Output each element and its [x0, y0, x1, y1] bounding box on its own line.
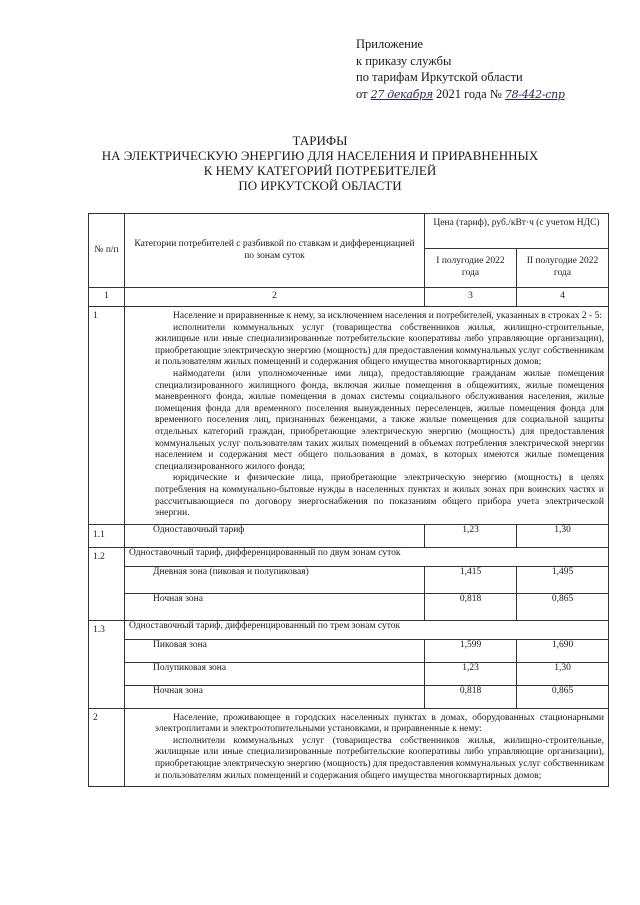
column-index-3: 3: [425, 288, 517, 307]
column-index-4: 4: [517, 288, 609, 307]
title-line-2: НА ЭЛЕКТРИЧЕСКУЮ ЭНЕРГИЮ ДЛЯ НАСЕЛЕНИЯ И ПРИРАВНЕННЫХ: [101, 148, 539, 163]
title-line-4: ПО ИРКУТСКОЙ ОБЛАСТИ: [238, 178, 402, 193]
row-1-para-1: Население и приравненные к нему, за исключением населения и потребителей, указанных в строках 2 - 5:: [173, 311, 602, 321]
handwritten-date: 27 декабря: [370, 87, 433, 101]
header-half-1: I полугодие 2022 года: [425, 249, 517, 288]
zone-value-h1: 1,599: [425, 639, 517, 662]
zone-label: Ночная зона: [125, 593, 425, 620]
row-number: 1.1: [89, 524, 125, 547]
column-index-1: 1: [89, 288, 125, 307]
row-2-para-1: Население, проживающее в городских населенных пунктах в домах, оборудованных стационарными электроплитами и электроотопительными установками, и приравненные к нему:: [155, 712, 604, 735]
row-2-description: [125, 708, 609, 787]
zone-label: Пиковая зона: [125, 639, 425, 662]
tariff-group-label: Одноставочный тариф, дифференцированный по двум зонам суток: [125, 547, 609, 566]
column-index-row: [89, 288, 609, 307]
header-half-2: II полугодие 2022 года: [517, 249, 609, 288]
title-line-1: ТАРИФЫ: [292, 133, 348, 148]
table-row-1-1: [89, 524, 609, 547]
appendix-line-2: к приказу службы: [356, 53, 452, 68]
handwritten-order-number: 78-442-спр: [504, 87, 565, 101]
zone-value-h2: 1,30: [517, 662, 609, 685]
zone-row: [89, 593, 609, 620]
row-2-para-2: исполнители коммунальных услуг (товарищества собственников жилья, жилищно-строительные, жилищные или иные специализированные потребительские кооперативы либо управляющие организации), приобретающие электрическую энергию (мощность) для предоставления коммунальных услуг собственникам и пользователям жилых помещений и содержания общего имущества многоквартирных домов;: [155, 735, 604, 781]
zone-value-h1: 1,415: [425, 566, 517, 593]
zone-label: Дневная зона (пиковая и полупиковая): [125, 566, 425, 593]
zone-value-h1: 0,818: [425, 593, 517, 620]
row-number: 2: [89, 708, 125, 787]
column-index-2: 2: [125, 288, 425, 307]
table-row-1-2: [89, 547, 609, 566]
tariff-label: Одноставочный тариф: [125, 524, 425, 547]
zone-row: [89, 639, 609, 662]
row-1-para-2: исполнители коммунальных услуг (товарищества собственников жилья, жилищно-строительные, жилищные или иные специализированные потребительские кооперативы либо управляющие организации), приобретающие электрическую энергию (мощность) для предоставления коммунальных услуг собственникам и пользователям жилых помещений и содержания общего имущества многоквартирных домов;: [155, 322, 604, 368]
table-row-1: [89, 307, 609, 525]
appendix-prefix: от: [356, 86, 368, 101]
tariff-value-h1: 1,23: [425, 524, 517, 547]
appendix-line-1: Приложение: [356, 37, 424, 51]
zone-label: Ночная зона: [125, 685, 425, 708]
appendix-line-4: [356, 86, 565, 104]
zone-row: [89, 566, 609, 593]
zone-value-h2: 0,865: [517, 685, 609, 708]
zone-value-h2: 1,495: [517, 566, 609, 593]
appendix-header: [356, 36, 565, 103]
header-price: Цена (тариф), руб./кВт·ч (с учетом НДС): [425, 214, 609, 249]
zone-value-h1: 1,23: [425, 662, 517, 685]
table-row-1-3: [89, 620, 609, 639]
tariff-group-label: Одноставочный тариф, дифференцированный по трем зонам суток: [125, 620, 609, 639]
row-1-para-4: юридические и физические лица, приобретающие электрическую энергию (мощность) в целях потребления на коммунально-бытовые нужды в населенных пунктах и жилых зонах при воинских частях и рассчитывающиеся по договору энергоснабжения по показаниям общего прибора учета электрической энергии.: [155, 473, 604, 519]
tariff-value-h2: 1,30: [517, 524, 609, 547]
header-number: № п/п: [89, 214, 125, 288]
row-number: 1.2: [89, 547, 125, 620]
document-title: [0, 133, 640, 193]
appendix-line-3: по тарифам Иркутской области: [356, 70, 523, 84]
row-1-para-3: наймодатели (или уполномоченные ими лица), предоставляющие гражданам жилые помещения специализированного жилищного фонда, включая жилые помещения в общежитиях, жилые помещения маневренного фонда, жилые помещения в домах системы социального обслуживания населения, жилые помещения фонда для временного поселения вынужденных переселенцев, жилые помещения фонда для временного поселения лиц, признанных беженцами, а также жилые помещения для социальной защиты отдельных категорий граждан, приобретающие электрическую энергию (мощность) для предоставления коммунальных услуг пользователям таких жилых помещений в объемах потребления электрической энергии населением и содержания мест общего пользования в домах, в которых имеются жилые помещения специализированного жилого фонда;: [155, 368, 604, 472]
title-line-3: К НЕМУ КАТЕГОРИЙ ПОТРЕБИТЕЛЕЙ: [203, 163, 437, 178]
tariff-table: [88, 213, 609, 787]
table-row-2: [89, 708, 609, 787]
row-1-description: [125, 307, 609, 525]
appendix-year: 2021 года №: [435, 86, 502, 101]
zone-label: Полупиковая зона: [125, 662, 425, 685]
zone-value-h2: 1,690: [517, 639, 609, 662]
row-number: 1.3: [89, 620, 125, 708]
zone-row: [89, 662, 609, 685]
header-category: Категории потребителей с разбивкой по ставкам и дифференциацией по зонам суток: [125, 214, 425, 288]
row-number: 1: [89, 307, 125, 525]
zone-value-h1: 0,818: [425, 685, 517, 708]
zone-value-h2: 0,865: [517, 593, 609, 620]
table-header-row: [89, 214, 609, 249]
zone-row: [89, 685, 609, 708]
